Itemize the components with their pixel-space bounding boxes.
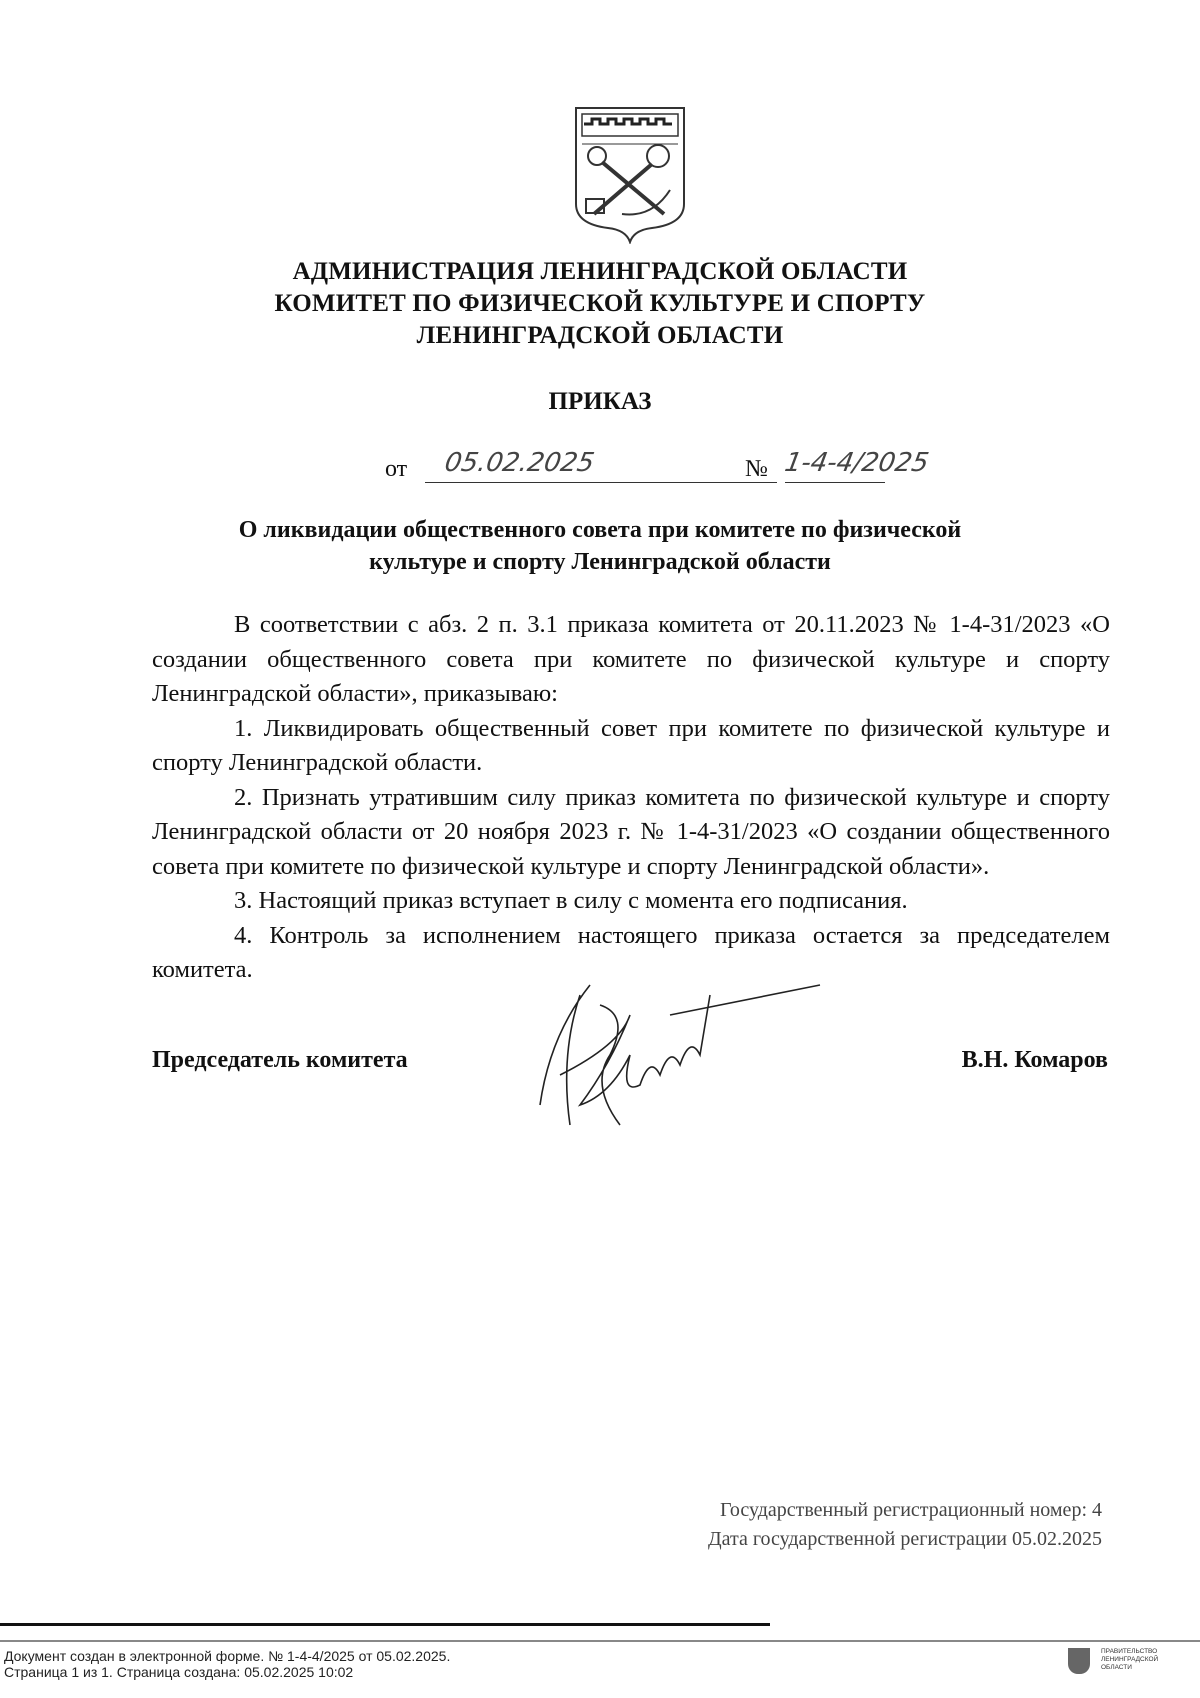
- org-header-line-2: КОМИТЕТ ПО ФИЗИЧЕСКОЙ КУЛЬТУРЕ И СПОРТУ: [274, 290, 926, 317]
- org-header-line-1: АДМИНИСТРАЦИЯ ЛЕНИНГРАДСКОЙ ОБЛАСТИ: [292, 258, 908, 285]
- registration-stamp: [708, 1496, 1102, 1554]
- footer-line-1: Документ создан в электронной форме. № 1-4-4/2025 от 05.02.2025.: [4, 1648, 451, 1664]
- org-header-line-3: ЛЕНИНГРАДСКОЙ ОБЛАСТИ: [416, 322, 784, 349]
- handwritten-signature: [520, 975, 850, 1145]
- order-item: 3. Настоящий приказ вступает в силу с момента его подписания.: [234, 887, 908, 914]
- preamble: В соответствии с абз. 2 п. 3.1 приказа комитета от 20.11.2023 № 1-4-31/2023 «О создании общественного совета при комитете по физической культуре и спорту Ленинградской области», приказываю:: [152, 611, 1110, 707]
- order-item: 1. Ликвидировать общественный совет при комитете по физической культуре и спорту Ленинградской области.: [152, 714, 1110, 776]
- document-type: ПРИКАЗ: [548, 388, 652, 415]
- signatory-name: В.Н. Комаров: [961, 1047, 1108, 1073]
- registration-date: Дата государственной регистрации 05.02.2025: [707, 1528, 1102, 1550]
- signatory-position: Председатель комитета: [152, 1047, 408, 1073]
- document-body: [152, 608, 1110, 988]
- footer-info: [4, 1648, 450, 1680]
- footer-line-2: Страница 1 из 1. Страница создана: 05.02.2025 10:02: [4, 1664, 354, 1680]
- handwritten-date: 05.02.2025: [442, 448, 597, 478]
- shield-icon: [1068, 1648, 1090, 1674]
- handwritten-number: 1-4-4/2025: [782, 448, 931, 478]
- date-prefix: от: [385, 456, 408, 482]
- registration-number: Государственный регистрационный номер: 4: [720, 1499, 1102, 1521]
- date-number-line: [385, 448, 1005, 488]
- document-title-line-1: О ликвидации общественного совета при комитете по физической: [238, 517, 962, 543]
- number-sign: №: [745, 456, 768, 482]
- coat-of-arms-emblem: [572, 104, 688, 244]
- government-logo: [1068, 1648, 1198, 1678]
- page-bottom-rule: [0, 1623, 770, 1626]
- logo-text: ПРАВИТЕЛЬСТВО ЛЕНИНГРАДСКОЙ ОБЛАСТИ: [1101, 1648, 1159, 1671]
- document-title-line-2: культуре и спорту Ленинградской области: [369, 549, 831, 575]
- footer-divider: [0, 1640, 1200, 1642]
- order-item: 2. Признать утратившим силу приказ комитета по физической культуре и спорту Ленинградской области от 20 ноября 2023 г. № 1-4-31/2023 «О создании общественного совета при комитете по физической культуре и спорту Ленинградской области».: [152, 783, 1110, 880]
- order-item: 4. Контроль за исполнением настоящего приказа остается за председателем комитета.: [152, 921, 1110, 983]
